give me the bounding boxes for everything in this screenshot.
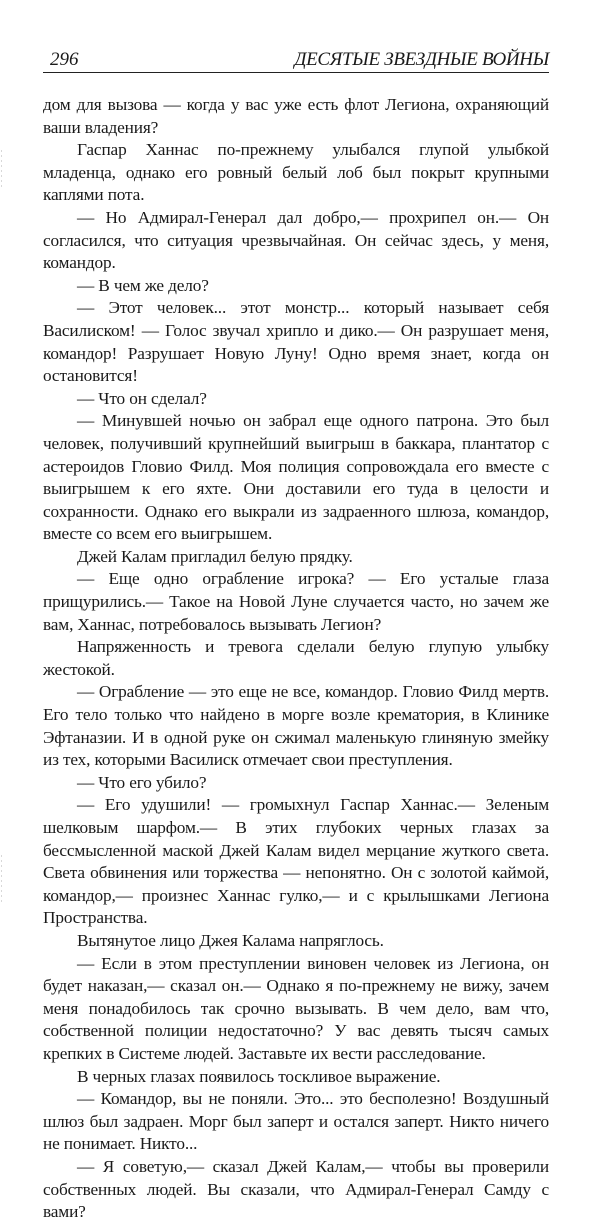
running-header: [43, 50, 549, 73]
paragraph: Гаспар Ханнас по-прежнему улыбался глупой улыбкой младенца, однако его ровный белый лоб был покрыт крупными каплями пота.: [43, 140, 549, 205]
book-page: [43, 50, 549, 1224]
scan-edge-artifact-top: [1, 150, 2, 190]
paragraph: — Что он сделал?: [77, 388, 207, 408]
book-title: ДЕСЯТЫЕ ЗВЕЗДНЫЕ ВОЙНЫ: [294, 49, 549, 70]
paragraph: Вытянутое лицо Джея Калама напряглось.: [77, 930, 384, 950]
paragraph: — Еще одно ограбление игрока? — Его усталые глаза прищурились.— Такое на Новой Луне случается часто, но зачем же вам, Ханнас, потребовалось вызывать Легион?: [43, 569, 549, 634]
paragraph: — В чем же дело?: [77, 275, 209, 295]
paragraph: — Ограбление — это еще не все, командор. Гловио Филд мертв. Его тело только что найдено в морге возле крематория, в Клинике Эфтаназии. И в одной руке он сжимал маленькую глиняную змейку из тех, которыми Василиск отмечает свои преступления.: [43, 682, 549, 770]
paragraph: — Его удушили! — громыхнул Гаспар Ханнас.— Зеленым шелковым шарфом.— В этих глубоких черных глазах за бессмысленной маской Джей Калам видел мерцание жуткого света. Света обвинения или торжества — непонятно. Он с золотой каймой, командор,— произнес Ханнас гулко,— и с крылышками Легиона Пространства.: [43, 795, 549, 928]
paragraph: — Я советую,— сказал Джей Калам,— чтобы вы проверили собственных людей. Вы сказали, что Адмирал-Генерал Самду с вами?: [43, 1156, 549, 1222]
paragraph: — Командор, вы не поняли. Это... это бесполезно! Воздушный шлюз был задраен. Морг был заперт и остался заперт. Никто ничего не понимает. Никто...: [43, 1089, 549, 1154]
paragraph: — Этот человек... этот монстр... который называет себя Василиском! — Голос звучал хрипло и дико.— Он разрушает меня, командор! Разрушает Новую Луну! Одно время знает, когда он остановится!: [43, 298, 549, 386]
body-text: [43, 94, 549, 1224]
paragraph: Напряженность и тревога сделали белую глупую улыбку жестокой.: [43, 637, 549, 679]
paragraph: — Но Адмирал-Генерал дал добро,— прохрипел он.— Он согласился, что ситуация чрезвычайная. Он сейчас здесь, у меня, командор.: [43, 207, 549, 273]
paragraph: В черных глазах появилось тоскливое выражение.: [77, 1066, 441, 1086]
scan-edge-artifact-bottom: [1, 855, 2, 905]
paragraph: дом для вызова — когда у вас уже есть флот Легиона, охраняющий ваши владения?: [43, 95, 549, 137]
paragraph: — Если в этом преступлении виновен человек из Легиона, он будет наказан,— сказал он.— Однако я по-прежнему не вижу, зачем меня понадобилось так срочно вызывать. В чем дело, вам что, собственной полиции недостаточно? У вас девять тысяч самых крепких в Системе людей. Заставьте их вести расследование.: [43, 953, 549, 1063]
paragraph: — Минувшей ночью он забрал еще одного патрона. Это был человек, получивший крупнейший выигрыш в баккара, плантатор с астероидов Гловио Филд. Моя полиция сопровождала его вместе с выигрышем к его яхте. Они доставили его туда в целости и сохранности. Однако его выкрали из задраенного шлюза, командор, вместе со всем его выигрышем.: [43, 411, 549, 544]
page-number: 296: [50, 49, 79, 70]
paragraph: Джей Калам пригладил белую прядку.: [77, 546, 353, 566]
paragraph: — Что его убило?: [77, 772, 207, 792]
